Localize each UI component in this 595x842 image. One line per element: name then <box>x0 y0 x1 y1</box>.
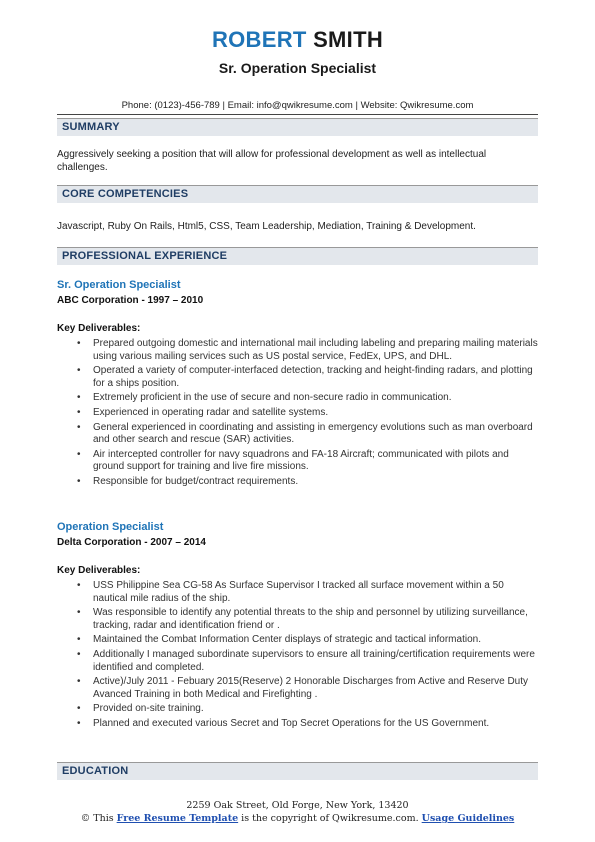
key-deliverables-label: Key Deliverables: <box>57 323 141 334</box>
bullet-icon: • <box>77 607 81 619</box>
job-headline: Sr. Operation Specialist <box>218 60 377 76</box>
usage-guidelines-link[interactable]: Usage Guidelines <box>421 813 515 824</box>
bullet-icon: • <box>77 717 81 729</box>
list-item <box>57 703 538 716</box>
list-item <box>57 676 538 701</box>
list-item <box>57 580 538 605</box>
section-summary-title: SUMMARY <box>62 121 120 133</box>
list-item <box>57 649 538 674</box>
section-competencies-header <box>57 185 538 203</box>
bullet-icon: • <box>77 634 81 646</box>
competencies-text: Javascript, Ruby On Rails, Html5, CSS, Team Leadership, Mediation, Training & Development. <box>57 221 476 232</box>
list-item <box>57 607 538 632</box>
header-divider <box>57 114 538 115</box>
bullet-icon: • <box>77 406 81 418</box>
first-name: ROBERT <box>211 27 307 52</box>
bullet-text: USS Philippine Sea CG-58 As Surface Supervisor I tracked all surface movement within a 50 nautical mile radius of the ship. <box>93 580 504 604</box>
bullet-text: Operated a variety of computer-interfaced detection, tracking and height-finding radars, and plotting for a ships position. <box>93 365 533 389</box>
footer-copyright <box>0 813 595 824</box>
list-item <box>57 407 538 420</box>
section-summary-header <box>57 118 538 136</box>
list-item <box>57 718 538 731</box>
bullet-text: Responsible for budget/contract requirements. <box>93 475 299 487</box>
list-item <box>57 449 538 474</box>
list-item <box>57 422 538 447</box>
bullet-text: Additionally I managed subordinate supervisors to ensure all training/certification requirements were identified and completed. <box>93 648 535 673</box>
bullet-icon: • <box>77 475 81 487</box>
summary-text: Aggressively seeking a position that will allow for professional development as well as intellectual challenges. <box>57 149 487 173</box>
section-experience-header <box>57 247 538 265</box>
bullet-text: Was responsible to identify any potential threats to the ship and personnel by utilizing surveillance, tracking, radar and identification friend or . <box>93 607 528 631</box>
contact-line: Phone: (0123)-456-789 | Email: info@qwikresume.com | Website: Qwikresume.com <box>121 100 474 111</box>
footer-middle: is the copyright of Qwikresume.com. <box>238 813 422 824</box>
job-title: Operation Specialist <box>57 521 164 533</box>
key-deliverables-label: Key Deliverables: <box>57 565 141 576</box>
section-education-title: EDUCATION <box>62 765 129 777</box>
footer-address: 2259 Oak Street, Old Forge, New York, 13420 <box>186 800 409 811</box>
bullet-text: General experienced in coordinating and assisting in emergency evolutions such as man overboard and other search and rescue (SAR) activities. <box>93 421 533 446</box>
free-resume-template-link[interactable]: Free Resume Template <box>116 813 239 824</box>
bullet-icon: • <box>77 448 81 460</box>
list-item <box>57 634 538 647</box>
list-item <box>57 476 538 489</box>
footer-prefix: © This <box>80 813 117 824</box>
bullet-text: Planned and executed various Secret and Top Secret Operations for the US Government. <box>93 717 490 729</box>
list-item <box>57 365 538 390</box>
job-company: Delta Corporation - 2007 – 2014 <box>57 537 206 548</box>
bullet-text: Active)/July 2011 - Febuary 2015(Reserve) 2 Honorable Discharges from Active and Reserve Duty Avanced Training in both Medical and Firefighting . <box>93 676 529 700</box>
bullet-icon: • <box>77 421 81 433</box>
bullet-icon: • <box>77 365 81 377</box>
job-bullets <box>57 338 538 491</box>
bullet-text: Provided on-site training. <box>93 703 204 715</box>
section-experience-title: PROFESSIONAL EXPERIENCE <box>62 250 228 262</box>
list-item <box>57 392 538 405</box>
bullet-text: Experienced in operating radar and satellite systems. <box>93 406 329 418</box>
job-company: ABC Corporation - 1997 – 2010 <box>57 295 204 306</box>
job-bullets <box>57 580 538 733</box>
candidate-name <box>0 27 595 53</box>
bullet-icon: • <box>77 648 81 660</box>
section-education-header <box>57 762 538 780</box>
bullet-text: Maintained the Combat Information Center displays of strategic and tactical information. <box>93 634 481 646</box>
job-title: Sr. Operation Specialist <box>57 279 181 291</box>
bullet-icon: • <box>77 392 81 404</box>
list-item <box>57 338 538 363</box>
bullet-text: Extremely proficient in the use of secure and non-secure radio in communication. <box>93 392 452 404</box>
bullet-text: Prepared outgoing domestic and international mail including labeling and preparing mailing materials using various mailing services such as US postal service, FedEx, UPS, and DHL. <box>93 338 538 362</box>
section-competencies-title: CORE COMPETENCIES <box>62 188 189 200</box>
bullet-icon: • <box>77 338 81 349</box>
bullet-icon: • <box>77 703 81 715</box>
last-name: SMITH <box>313 27 384 52</box>
bullet-icon: • <box>77 676 81 688</box>
bullet-text: Air intercepted controller for navy squadrons and FA-18 Aircraft; communicated with pilots and ground support for training and live fire missions. <box>93 448 509 473</box>
bullet-icon: • <box>77 580 81 591</box>
